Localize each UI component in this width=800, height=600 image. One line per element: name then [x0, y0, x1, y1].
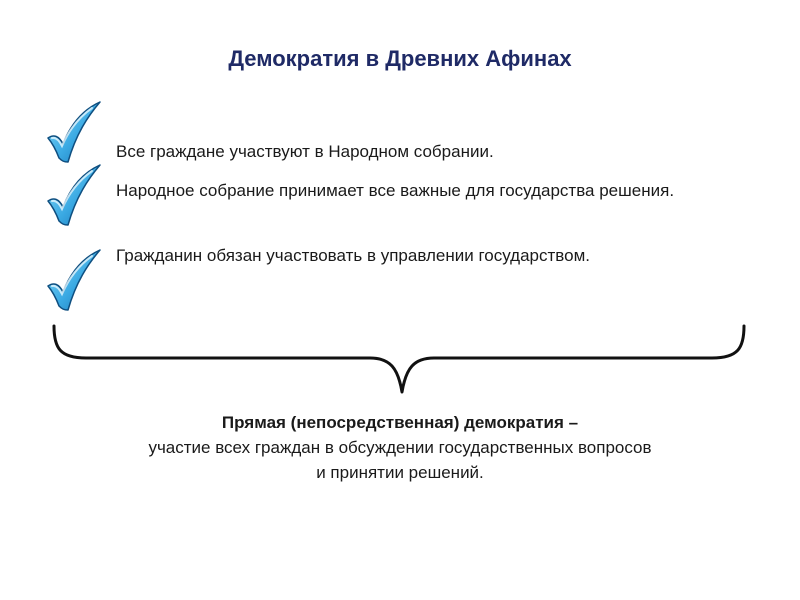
checkmark-icon [44, 248, 104, 314]
checkmark-icon [44, 163, 104, 229]
definition-line-2: и принятии решений. [316, 463, 484, 482]
definition-line-1: участие всех граждан в обсуждении государственных вопросов [148, 438, 652, 457]
checkmark-icon [44, 100, 104, 166]
slide-title: Демократия в Древних Афинах [228, 46, 572, 71]
bullet-item-3: Гражданин обязан участвовать в управлении государством. [116, 246, 590, 265]
definition-block [0, 410, 800, 485]
bullet-item-2: Народное собрание принимает все важные для государства решения. [116, 181, 675, 200]
bullet-item-1: Все граждане участвуют в Народном собрании. [116, 142, 494, 161]
definition-term: Прямая (непосредственная) демократия – [221, 413, 579, 432]
curly-brace-shape [40, 322, 760, 398]
